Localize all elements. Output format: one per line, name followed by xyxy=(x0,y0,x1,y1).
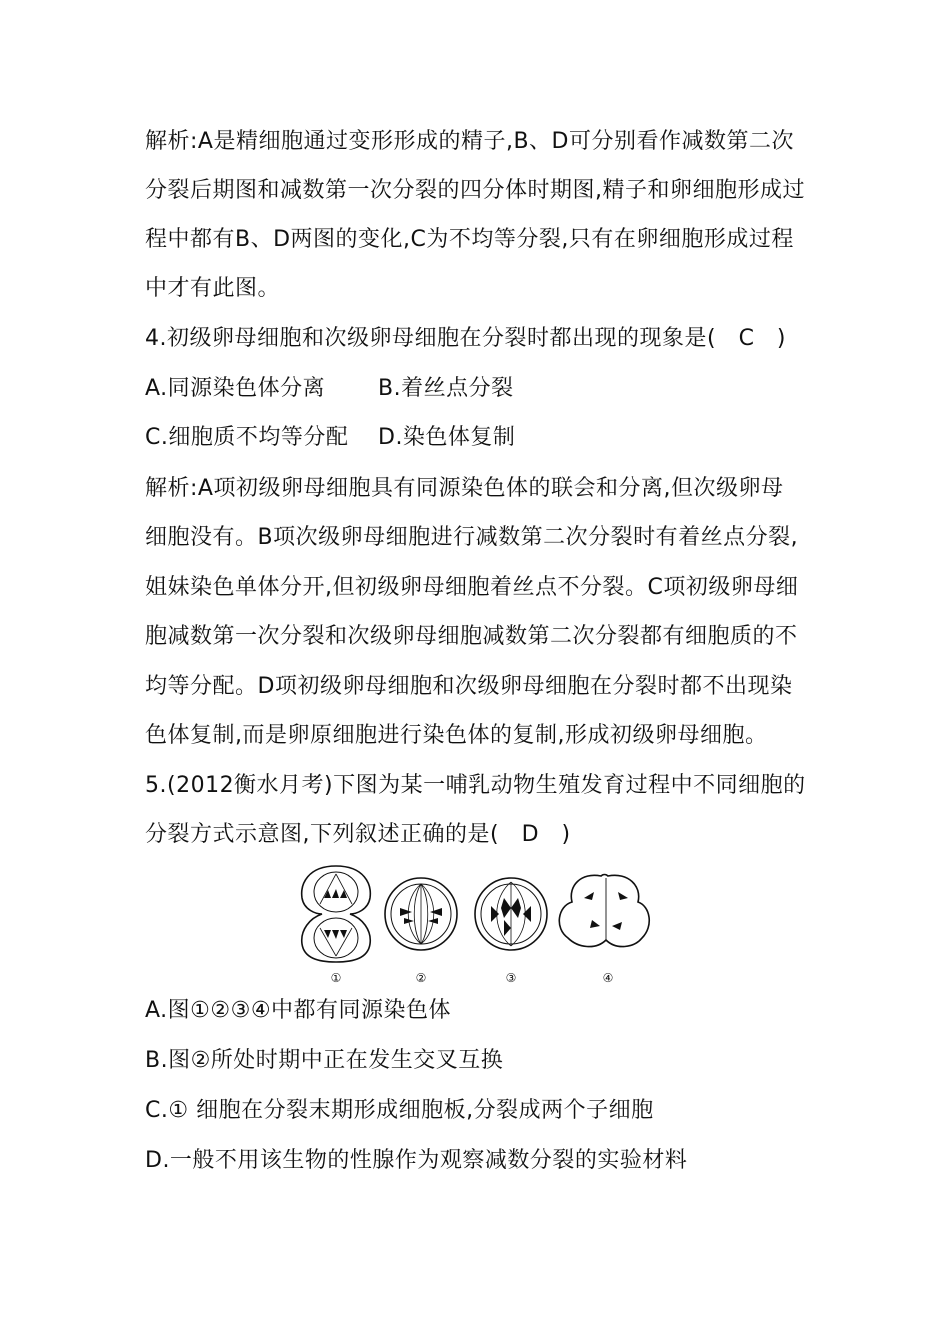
q4-explanation-line-6: 色体复制,而是卵原细胞进行染色体的复制,形成初级卵母细胞。 xyxy=(145,723,768,748)
q5-stem-line-2: 分裂方式示意图,下列叙述正确的是( D ) xyxy=(145,822,571,847)
q4-explanation-line-4: 胞减数第一次分裂和次级卵母细胞减数第二次分裂都有细胞质的不 xyxy=(145,624,798,649)
q4-explanation-line-5: 均等分配。D项初级卵母细胞和次级卵母细胞在分裂时都不出现染 xyxy=(145,674,793,699)
cell-division-figure xyxy=(296,862,656,992)
q4-option-c: C.细胞质不均等分配 xyxy=(145,425,349,450)
figure-label-1: ① xyxy=(330,971,342,985)
q5-stem-line-1: 5.(2012衡水月考)下图为某一哺乳动物生殖发育过程中不同细胞的 xyxy=(145,773,806,798)
q4-option-a: A.同源染色体分离 xyxy=(145,376,326,401)
q4-explanation-line-3: 姐妹染色单体分开,但初级卵母细胞着丝点不分裂。C项初级卵母细 xyxy=(145,575,799,600)
q4-stem: 4.初级卵母细胞和次级卵母细胞在分裂时都出现的现象是( C ) xyxy=(145,326,787,351)
q5-option-d: D.一般不用该生物的性腺作为观察减数分裂的实验材料 xyxy=(145,1148,688,1173)
q5-option-b: B.图②所处时期中正在发生交叉互换 xyxy=(145,1048,504,1073)
cell-3-diagram xyxy=(475,878,547,950)
q5-option-c: C.① 细胞在分裂末期形成细胞板,分裂成两个子细胞 xyxy=(145,1098,654,1123)
q4-option-b: B.着丝点分裂 xyxy=(378,376,514,401)
q3-explanation-line-2: 分裂后期图和减数第一次分裂的四分体时期图,精子和卵细胞形成过 xyxy=(145,178,805,203)
figure-label-3: ③ xyxy=(505,971,517,985)
figure-label-2: ② xyxy=(415,971,427,985)
cell-2-diagram xyxy=(385,878,457,950)
q3-explanation-line-1: 解析:A是精细胞通过变形形成的精子,B、D可分别看作减数第二次 xyxy=(145,129,794,154)
q4-explanation-line-2: 细胞没有。B项次级卵母细胞进行减数第二次分裂时有着丝点分裂, xyxy=(145,525,799,550)
q3-explanation-line-4: 中才有此图。 xyxy=(145,276,281,301)
figure-label-4: ④ xyxy=(602,971,614,985)
q4-option-d: D.染色体复制 xyxy=(378,425,516,450)
cell-1-diagram xyxy=(302,866,371,962)
q4-explanation-line-1: 解析:A项初级卵母细胞具有同源染色体的联会和分离,但次级卵母 xyxy=(145,476,784,501)
cell-4-diagram xyxy=(559,875,649,947)
q5-option-a: A.图①②③④中都有同源染色体 xyxy=(145,998,452,1023)
q3-explanation-line-3: 程中都有B、D两图的变化,C为不均等分裂,只有在卵细胞形成过程 xyxy=(145,227,794,252)
